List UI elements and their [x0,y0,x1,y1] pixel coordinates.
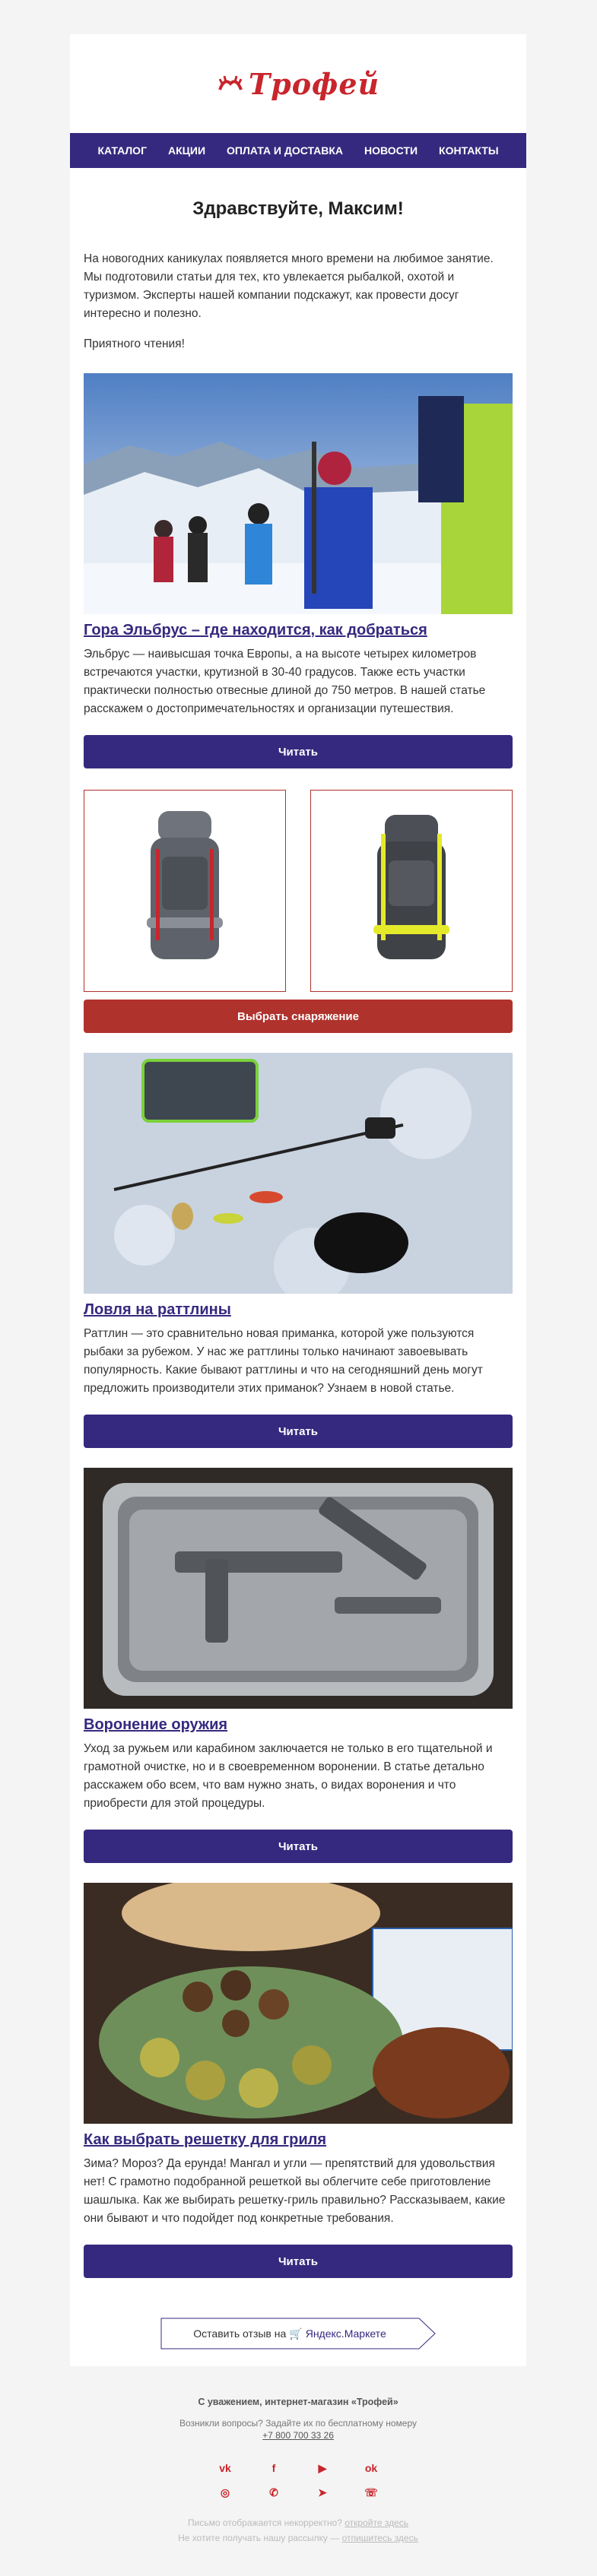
footer [70,2366,526,2576]
read-button[interactable]: Читать [84,1830,513,1863]
phone-link[interactable]: +7 800 700 33 26 [262,2430,334,2441]
article-title[interactable]: Ловля на раттлины [84,1301,231,1318]
read-button[interactable]: Читать [84,1415,513,1448]
logo-text: Трофей [248,66,380,101]
email-container [70,34,526,2576]
unsubscribe-block [70,2515,526,2546]
social-row-2 [70,2485,526,2500]
unsubscribe-text: Не хотите получать нашу рассылку — [178,2533,340,2543]
nav-promotions[interactable]: АКЦИИ [168,144,206,157]
article-bluing [70,1468,526,1863]
intro-paragraph: На новогодних каникулах появляется много времени на любимое занятие. Мы подготовили статьи для тех, кто увлекается рыбалкой, охотой и туризмом. Эксперты нашей компании подскажут, как провести досуг интересно и полезно. [84,252,494,320]
view-online-link[interactable]: откройте здесь [345,2517,408,2528]
ice-fishing-photo[interactable] [84,1053,513,1294]
intro-closing: Приятного чтения! [84,337,185,350]
review-yandex-button[interactable] [160,2318,436,2349]
article-text: Эльбрус — наивысшая точка Европы, а на высоте четырех километров встречаются участки, крутизной в 30-40 градусов. Также есть участки практически полностью отвесные длиной до 750 метров. В нашей статье расскажем о достопримечательностях и организации путешествия. [84,648,486,715]
article-rattlins [70,1053,526,1448]
unsubscribe-link[interactable]: отпишитесь здесь [341,2533,418,2543]
facebook-icon[interactable]: f [272,2462,276,2474]
elbrus-photo[interactable] [84,373,513,614]
backpack-icon [358,803,465,978]
greeting-heading: Здравствуйте, Максим! [192,198,404,219]
gun-bluing-photo[interactable] [84,1468,513,1709]
brand-logo[interactable] [217,67,379,101]
article-elbrus [70,373,526,768]
intro-text [70,250,526,353]
instagram-icon[interactable]: ◎ [220,2486,230,2498]
nav-catalog[interactable]: КАТАЛОГ [97,144,148,157]
gear-block [70,790,526,1033]
read-button[interactable]: Читать [84,735,513,768]
view-online-text: Письмо отображается некорректно? [187,2517,342,2528]
article-text: Зима? Мороз? Да ерунда! Мангал и угли — препятствий для удовольствия нет! С грамотно подобранной решеткой вы облегчите себе приготовление шашлыка. Как же выбирать решетку-гриль правильно? Рассказываем, какие они бывают и что подойдет под конкретные требования. [84,2157,506,2225]
grill-food-photo[interactable] [84,1883,513,2124]
article-grill [70,1883,526,2278]
cart-icon: 🛒 [289,2327,303,2340]
whatsapp-icon[interactable]: ✆ [269,2486,278,2498]
article-text: Уход за ружьем или карабином заключается не только в его тщательной и грамотной очистке, но и в своевременном воронении. В статье детально расскажем обо всем, что вам нужно знать, о видах воронения и что приобрести для этой процедуры. [84,1742,493,1810]
questions-text: Возникли вопросы? Задайте их по бесплатному номеру [179,2418,417,2429]
nav-contacts[interactable]: КОНТАКТЫ [439,144,499,157]
article-title[interactable]: Гора Эльбрус – где находится, как добраться [84,622,427,638]
header [70,34,526,133]
article-text: Раттлин — это сравнительно новая приманка, которой уже пользуются рыбаки за рубежом. У нас же раттлины только начинают завоевывать популярность. Какие бывают раттлины и что на сегодняшний день могут предложить производители этих приманок? Узнаем в новой статье. [84,1327,483,1395]
youtube-icon[interactable]: ▶ [318,2461,327,2474]
choose-gear-button[interactable]: Выбрать снаряжение [84,1000,513,1033]
nav-news[interactable]: НОВОСТИ [364,144,418,157]
read-button[interactable]: Читать [84,2245,513,2278]
antlers-icon [217,73,244,94]
article-title[interactable]: Воронение оружия [84,1716,228,1733]
signature: С уважением, интернет-магазин «Трофей» [198,2397,399,2407]
review-prefix: Оставить отзыв на [193,2327,287,2340]
odnoklassniki-icon[interactable]: ok [364,2462,378,2474]
article-title[interactable]: Как выбрать решетку для гриля [84,2131,327,2148]
main-nav [70,133,526,168]
review-service: Яндекс.Маркете [305,2327,386,2340]
nav-payment-delivery[interactable]: ОПЛАТА И ДОСТАВКА [227,144,344,157]
viber-icon[interactable]: ☏ [364,2486,378,2498]
backpack-icon [132,803,238,978]
backpack-product-2[interactable] [310,790,513,992]
telegram-icon[interactable]: ➤ [318,2486,327,2498]
vk-icon[interactable]: vk [219,2462,231,2474]
backpack-product-1[interactable] [84,790,286,992]
social-row-1 [70,2460,526,2476]
